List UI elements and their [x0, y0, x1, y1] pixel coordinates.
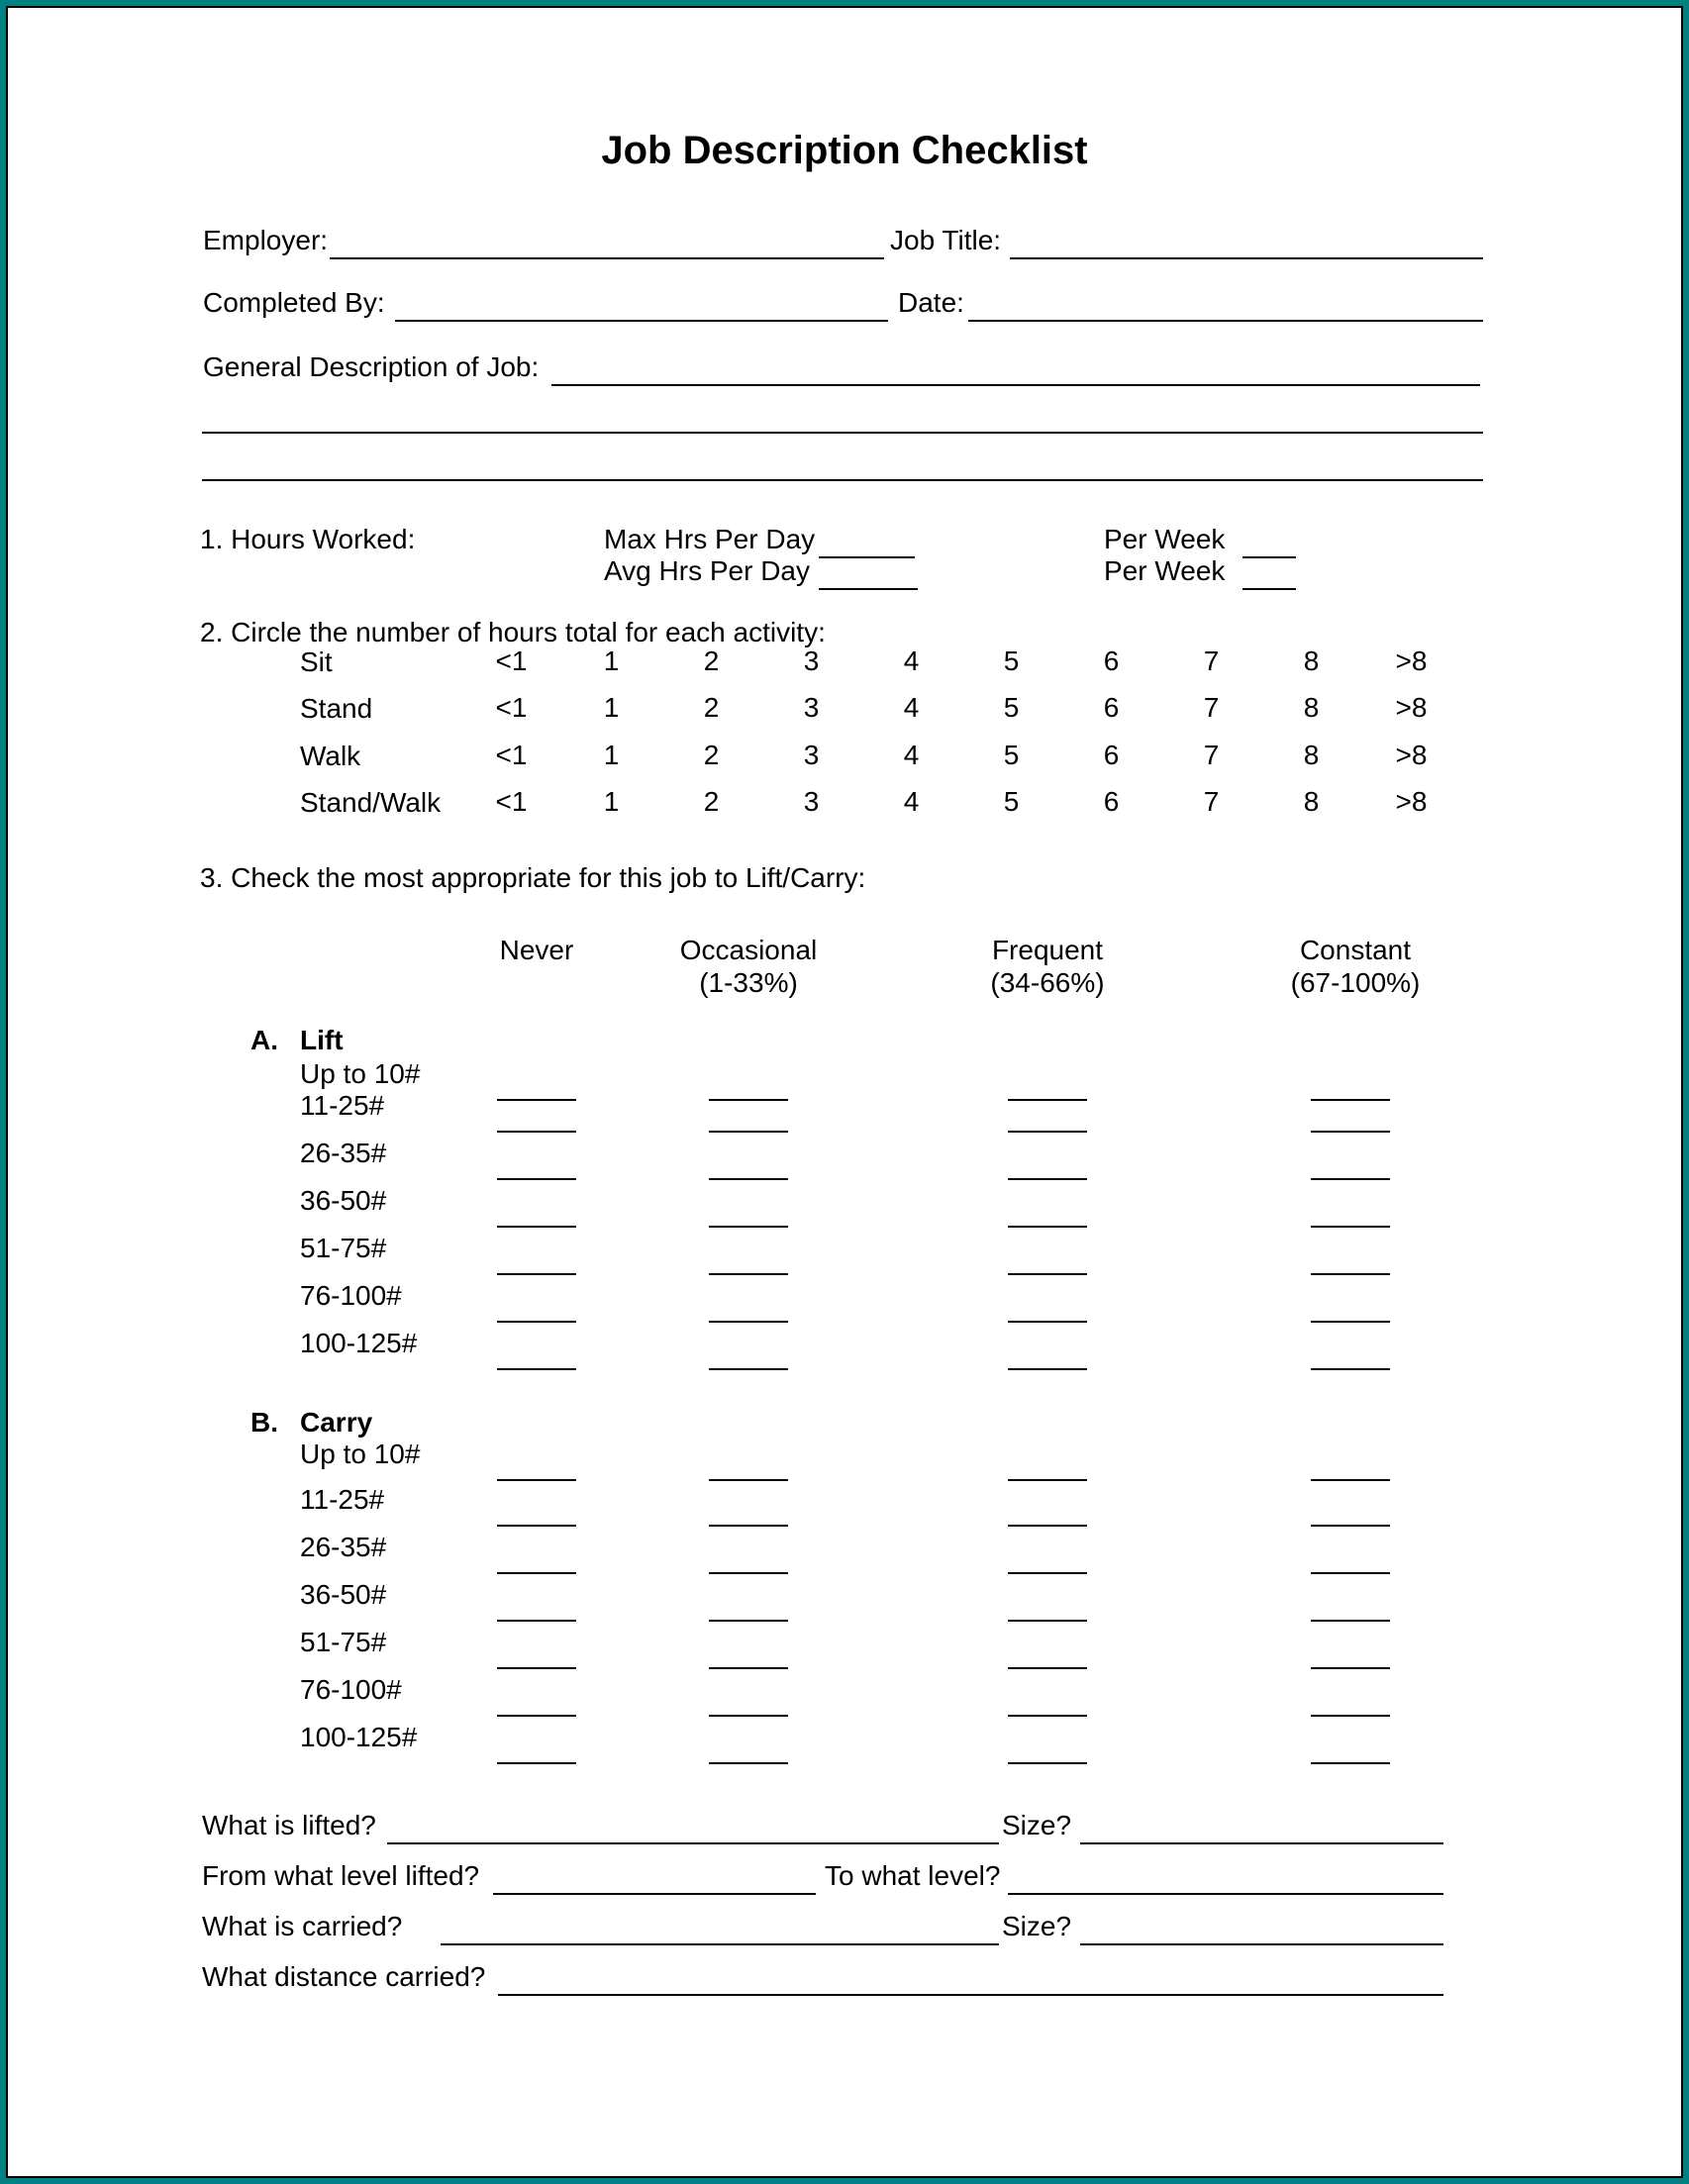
check-blank-lift-26-35-occasional[interactable]	[709, 1178, 788, 1180]
check-blank-lift-76-100-never[interactable]	[497, 1321, 576, 1323]
completed-by-label: Completed By:	[203, 287, 385, 318]
date-input-line[interactable]	[968, 320, 1483, 322]
hours-option-sit-5[interactable]: 5	[1003, 645, 1020, 676]
check-blank-carry-100-125-never[interactable]	[497, 1762, 576, 1764]
activity-label-walk: Walk	[300, 741, 361, 771]
check-blank-carry-76-100-constant[interactable]	[1311, 1715, 1390, 1717]
activity-row-sit	[0, 642, 1689, 685]
weight-row-lift-76-100	[0, 1277, 1689, 1323]
weight-row-lift-36-50	[0, 1182, 1689, 1228]
frequency-header-never: Never	[499, 935, 574, 965]
what-distance-carried-row	[0, 1956, 1689, 2000]
hours-option-sit-1[interactable]: 1	[603, 645, 620, 676]
employer-label: Employer:	[203, 225, 329, 255]
hours-option-stand-walk-6[interactable]: 6	[1103, 786, 1120, 817]
frequency-range-occasional: (1-33%)	[699, 967, 798, 998]
weight-row-carry-76-100	[0, 1671, 1689, 1717]
hours-option-sit-3[interactable]: 3	[803, 645, 820, 676]
weight-row-carry-36-50	[0, 1576, 1689, 1622]
weight-label-carry-11-25: 11-25#	[300, 1484, 385, 1515]
hours-option-stand-walk-3[interactable]: 3	[803, 786, 820, 817]
hours-option-stand-3[interactable]: 3	[803, 692, 820, 723]
check-blank-lift-36-50-frequent[interactable]	[1008, 1226, 1087, 1228]
per-week-label-2: Per Week	[1104, 555, 1226, 586]
general-description-row	[0, 347, 1689, 390]
employer-jobtitle-row	[0, 220, 1689, 263]
weight-row-lift-100-125	[0, 1325, 1689, 1370]
hours-option-stand-walk-7[interactable]: 7	[1203, 786, 1220, 817]
check-blank-lift-36-50-occasional[interactable]	[709, 1226, 788, 1228]
hours-option-walk-1[interactable]: <1	[495, 740, 528, 770]
hours-option-stand-7[interactable]: 7	[1203, 692, 1220, 723]
check-blank-carry-26-35-constant[interactable]	[1311, 1572, 1390, 1574]
check-blank-lift-51-75-occasional[interactable]	[709, 1273, 788, 1275]
check-blank-carry-36-50-constant[interactable]	[1311, 1620, 1390, 1622]
frequency-range-frequent: (34-66%)	[990, 967, 1105, 998]
employer-input-line[interactable]	[330, 257, 884, 259]
frequency-header-frequent: Frequent	[991, 935, 1104, 965]
hours-option-walk-7[interactable]: 7	[1203, 740, 1220, 770]
weight-label-carry-100-125: 100-125#	[300, 1722, 418, 1752]
check-blank-lift-100-125-occasional[interactable]	[709, 1368, 788, 1370]
frequency-range-constant: (67-100%)	[1290, 967, 1421, 998]
check-blank-lift-100-125-constant[interactable]	[1311, 1368, 1390, 1370]
weight-label-carry-76-100: 76-100#	[300, 1674, 402, 1705]
hours-option-stand-walk-2[interactable]: 2	[703, 786, 720, 817]
hours-option-stand-walk-1[interactable]: 1	[603, 786, 620, 817]
general-description-input-line[interactable]	[551, 384, 1480, 386]
hours-option-stand-1[interactable]: <1	[495, 692, 528, 723]
hours-option-stand-8[interactable]: >8	[1395, 692, 1428, 723]
lifted-size-label: Size?	[1002, 1810, 1072, 1840]
frequency-header-occasional: Occasional	[679, 935, 818, 965]
group-letter-carry: B.	[250, 1407, 278, 1438]
what-is-carried-row	[0, 1906, 1689, 1949]
weight-row-carry-51-75	[0, 1624, 1689, 1669]
check-blank-carry-26-35-frequent[interactable]	[1008, 1572, 1087, 1574]
weight-row-lift-11-25	[0, 1087, 1689, 1133]
check-blank-carry-51-75-constant[interactable]	[1311, 1667, 1390, 1669]
activity-row-stand-walk	[0, 782, 1689, 826]
hours-option-stand-8[interactable]: 8	[1303, 692, 1320, 723]
check-blank-carry-36-50-occasional[interactable]	[709, 1620, 788, 1622]
check-blank-lift-26-35-constant[interactable]	[1311, 1178, 1390, 1180]
group-name-carry: Carry	[300, 1407, 373, 1438]
check-blank-lift-36-50-never[interactable]	[497, 1226, 576, 1228]
general-description-extra-row-1	[0, 394, 1689, 438]
check-blank-lift-51-75-never[interactable]	[497, 1273, 576, 1275]
hours-option-stand-2[interactable]: 2	[703, 692, 720, 723]
max-hrs-per-day-label: Max Hrs Per Day	[604, 524, 816, 554]
check-blank-lift-11-25-frequent[interactable]	[1008, 1131, 1087, 1133]
what-is-lifted-input-line[interactable]	[387, 1842, 999, 1844]
hours-option-walk-4[interactable]: 4	[903, 740, 920, 770]
check-blank-carry-76-100-occasional[interactable]	[709, 1715, 788, 1717]
what-is-lifted-row	[0, 1805, 1689, 1848]
frequency-header-constant: Constant	[1299, 935, 1412, 965]
weight-row-carry-11-25	[0, 1481, 1689, 1527]
from-what-level-label: From what level lifted?	[202, 1860, 480, 1891]
weight-label-carry-51-75: 51-75#	[300, 1627, 387, 1657]
check-blank-carry-100-125-occasional[interactable]	[709, 1762, 788, 1764]
hours-option-walk-1[interactable]: 1	[603, 740, 620, 770]
activity-row-walk	[0, 736, 1689, 779]
weight-label-carry-26-35: 26-35#	[300, 1532, 387, 1562]
activity-label-stand-walk: Stand/Walk	[300, 787, 442, 818]
weight-row-carry-up-to-10	[0, 1436, 1689, 1481]
weight-label-lift-26-35: 26-35#	[300, 1138, 387, 1168]
weight-row-lift-51-75	[0, 1230, 1689, 1275]
hours-worked-heading: 1. Hours Worked:	[200, 524, 416, 554]
check-blank-carry-26-35-never[interactable]	[497, 1572, 576, 1574]
lift-carry-heading: 3. Check the most appropriate for this job to Lift/Carry:	[200, 862, 866, 893]
activity-row-stand	[0, 688, 1689, 732]
check-blank-lift-11-25-constant[interactable]	[1311, 1131, 1390, 1133]
check-blank-lift-76-100-constant[interactable]	[1311, 1321, 1390, 1323]
carried-size-label: Size?	[1002, 1911, 1072, 1941]
to-what-level-label: To what level?	[825, 1860, 1001, 1891]
hours-option-stand-walk-1[interactable]: <1	[495, 786, 528, 817]
circle-hours-heading: 2. Circle the number of hours total for each activity:	[200, 617, 826, 647]
what-is-lifted-label: What is lifted?	[202, 1810, 376, 1840]
weight-row-lift-26-35	[0, 1135, 1689, 1180]
hours-option-sit-6[interactable]: 6	[1103, 645, 1120, 676]
avg-hrs-per-day-input-line[interactable]	[819, 588, 918, 590]
group-letter-lift: A.	[250, 1025, 278, 1055]
hours-option-walk-2[interactable]: 2	[703, 740, 720, 770]
check-blank-lift-100-125-frequent[interactable]	[1008, 1368, 1087, 1370]
what-distance-carried-input-line[interactable]	[498, 1994, 1443, 1996]
check-blank-lift-100-125-never[interactable]	[497, 1368, 576, 1370]
check-blank-lift-36-50-constant[interactable]	[1311, 1226, 1390, 1228]
check-blank-carry-100-125-frequent[interactable]	[1008, 1762, 1087, 1764]
hours-option-walk-3[interactable]: 3	[803, 740, 820, 770]
weight-label-lift-11-25: 11-25#	[300, 1090, 385, 1121]
hours-option-walk-6[interactable]: 6	[1103, 740, 1120, 770]
hours-option-sit-7[interactable]: 7	[1203, 645, 1220, 676]
check-blank-lift-11-25-occasional[interactable]	[709, 1131, 788, 1133]
check-blank-carry-76-100-frequent[interactable]	[1008, 1715, 1087, 1717]
from-what-level-row	[0, 1855, 1689, 1899]
hours-option-stand-walk-8[interactable]: 8	[1303, 786, 1320, 817]
check-blank-carry-11-25-occasional[interactable]	[709, 1525, 788, 1527]
frequency-header-ranges-row	[0, 963, 1689, 1007]
what-is-carried-label: What is carried?	[202, 1911, 403, 1941]
weight-label-carry-36-50: 36-50#	[300, 1579, 387, 1610]
check-blank-lift-51-75-constant[interactable]	[1311, 1273, 1390, 1275]
check-blank-lift-51-75-frequent[interactable]	[1008, 1273, 1087, 1275]
form-title: Job Description Checklist	[601, 129, 1088, 172]
hours-option-stand-1[interactable]: 1	[603, 692, 620, 723]
hours-option-stand-4[interactable]: 4	[903, 692, 920, 723]
check-blank-lift-26-35-never[interactable]	[497, 1178, 576, 1180]
weight-label-lift-up-to-10: Up to 10#	[300, 1058, 421, 1089]
job-title-label: Job Title:	[890, 225, 1002, 255]
weight-label-lift-51-75: 51-75#	[300, 1233, 387, 1263]
activity-label-sit: Sit	[300, 646, 333, 677]
weight-label-lift-76-100: 76-100#	[300, 1280, 402, 1311]
check-blank-lift-26-35-frequent[interactable]	[1008, 1178, 1087, 1180]
hours-option-sit-1[interactable]: <1	[495, 645, 528, 676]
lift-carry-heading-row	[0, 857, 1689, 901]
per-week-input-line-2[interactable]	[1242, 588, 1296, 590]
hours-option-stand-walk-5[interactable]: 5	[1003, 786, 1020, 817]
completedby-date-row	[0, 282, 1689, 326]
general-description-extra-line-1[interactable]	[202, 432, 1483, 434]
hours-worked-row-avg	[0, 550, 1689, 594]
check-blank-carry-26-35-occasional[interactable]	[709, 1572, 788, 1574]
check-blank-carry-100-125-constant[interactable]	[1311, 1762, 1390, 1764]
from-what-level-input-line[interactable]	[493, 1893, 816, 1895]
check-blank-carry-51-75-frequent[interactable]	[1008, 1667, 1087, 1669]
hours-option-stand-walk-8[interactable]: >8	[1395, 786, 1428, 817]
check-blank-carry-11-25-never[interactable]	[497, 1525, 576, 1527]
weight-label-carry-up-to-10: Up to 10#	[300, 1439, 421, 1469]
carried-size-input-line[interactable]	[1080, 1943, 1443, 1945]
hours-option-stand-5[interactable]: 5	[1003, 692, 1020, 723]
date-label: Date:	[898, 287, 964, 318]
check-blank-carry-51-75-never[interactable]	[497, 1667, 576, 1669]
check-blank-lift-76-100-occasional[interactable]	[709, 1321, 788, 1323]
hours-option-sit-8[interactable]: 8	[1303, 645, 1320, 676]
per-week-label-1: Per Week	[1104, 524, 1226, 554]
check-blank-carry-36-50-never[interactable]	[497, 1620, 576, 1622]
hours-option-walk-8[interactable]: >8	[1395, 740, 1428, 770]
hours-option-stand-walk-4[interactable]: 4	[903, 786, 920, 817]
hours-option-sit-4[interactable]: 4	[903, 645, 920, 676]
check-blank-carry-11-25-constant[interactable]	[1311, 1525, 1390, 1527]
general-description-label: General Description of Job:	[203, 351, 540, 382]
job-title-input-line[interactable]	[1010, 257, 1483, 259]
check-blank-lift-76-100-frequent[interactable]	[1008, 1321, 1087, 1323]
hours-option-walk-8[interactable]: 8	[1303, 740, 1320, 770]
lifted-size-input-line[interactable]	[1080, 1842, 1443, 1844]
check-blank-lift-11-25-never[interactable]	[497, 1131, 576, 1133]
to-what-level-input-line[interactable]	[1008, 1893, 1443, 1895]
weight-row-carry-26-35	[0, 1529, 1689, 1574]
hours-option-sit-8[interactable]: >8	[1395, 645, 1428, 676]
hours-option-stand-6[interactable]: 6	[1103, 692, 1120, 723]
activity-label-stand: Stand	[300, 693, 373, 724]
hours-option-sit-2[interactable]: 2	[703, 645, 720, 676]
weight-row-carry-100-125	[0, 1719, 1689, 1764]
avg-hrs-per-day-label: Avg Hrs Per Day	[604, 555, 810, 586]
what-is-carried-input-line[interactable]	[441, 1943, 999, 1945]
weight-label-lift-36-50: 36-50#	[300, 1185, 387, 1216]
general-description-extra-line-2[interactable]	[202, 479, 1483, 481]
check-blank-carry-76-100-never[interactable]	[497, 1715, 576, 1717]
group-name-lift: Lift	[300, 1025, 344, 1055]
check-blank-carry-36-50-frequent[interactable]	[1008, 1620, 1087, 1622]
weight-label-lift-100-125: 100-125#	[300, 1328, 418, 1358]
check-blank-carry-11-25-frequent[interactable]	[1008, 1525, 1087, 1527]
completed-by-input-line[interactable]	[395, 320, 888, 322]
general-description-extra-row-2	[0, 442, 1689, 485]
what-distance-carried-label: What distance carried?	[202, 1961, 486, 1992]
check-blank-carry-51-75-occasional[interactable]	[709, 1667, 788, 1669]
hours-option-walk-5[interactable]: 5	[1003, 740, 1020, 770]
